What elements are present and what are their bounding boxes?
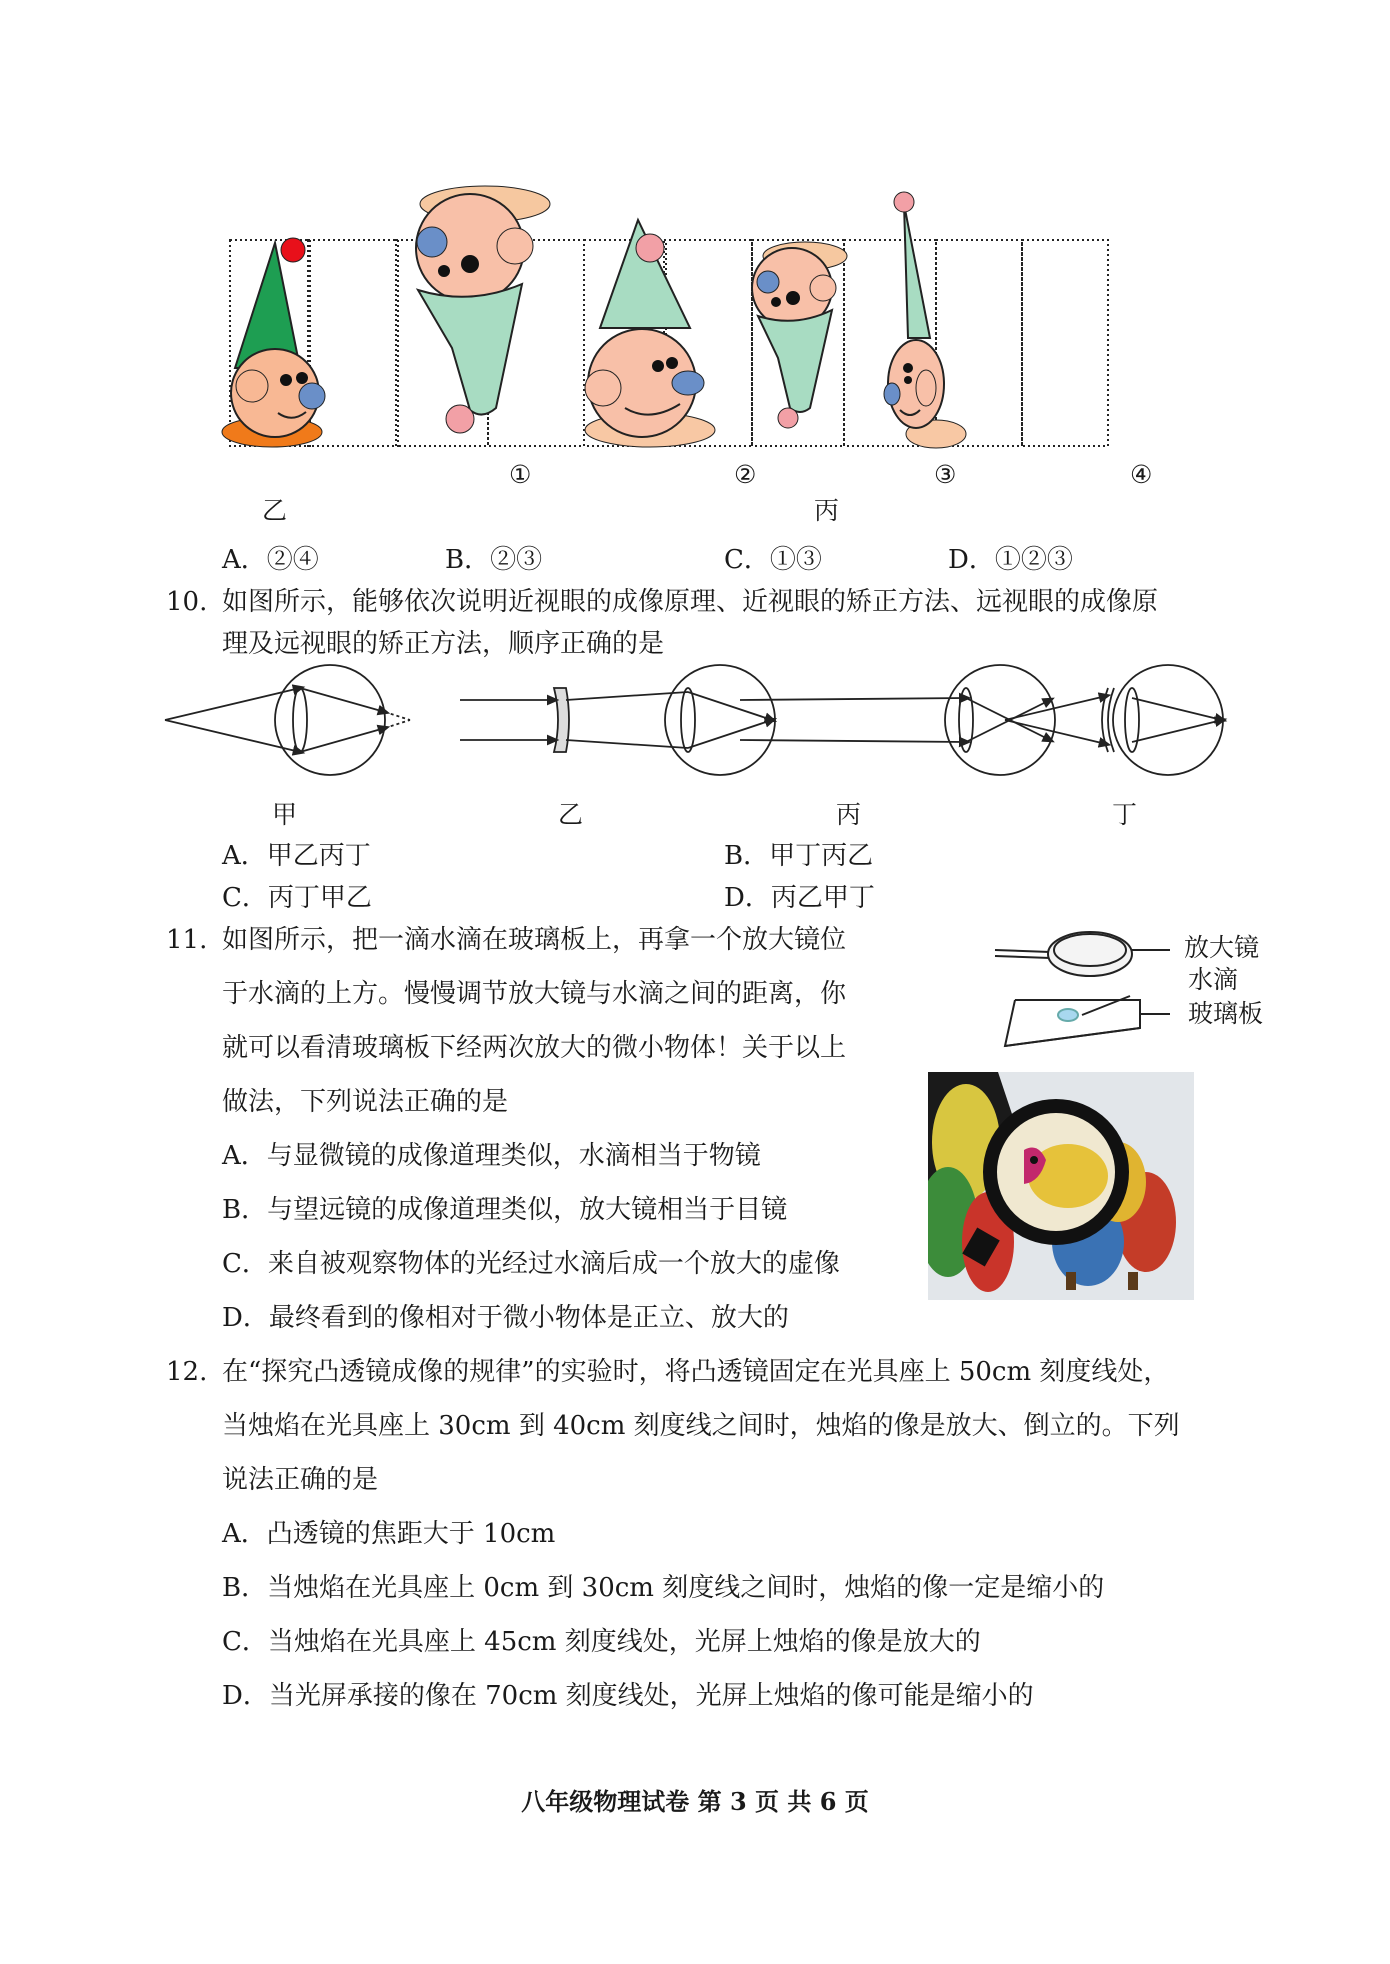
caption-bing: 丙 [814, 496, 840, 525]
label-water-drop: 水滴 [1188, 965, 1239, 994]
q10-option-a: A．甲乙丙丁 [222, 841, 371, 871]
q9-option-b: B．②③ [445, 545, 543, 575]
q12-stem-line1: 在“探究凸透镜成像的规律”的实验时，将凸透镜固定在光具座上 50cm 刻度线处， [222, 1357, 1170, 1387]
eye-label-ding: 丁 [1112, 800, 1138, 829]
clown-panel-3 [752, 242, 847, 428]
q11-number: 11. [166, 925, 208, 955]
eye-diagram-ding [1000, 660, 1240, 792]
label-glass-plate: 玻璃板 [1188, 999, 1264, 1028]
q9-option-a: A．②④ [222, 545, 319, 575]
eye-label-jia: 甲 [272, 800, 298, 829]
clown-panel-4 [884, 192, 966, 448]
q12-number: 12. [166, 1357, 208, 1387]
q11-stem-line3: 就可以看清玻璃板下经两次放大的微小物体！关于以上 [222, 1033, 847, 1063]
clown-panel-1 [416, 186, 550, 433]
eye-label-bing: 丙 [836, 800, 862, 829]
q10-option-b: B．甲丁丙乙 [724, 841, 874, 871]
q12-option-c: C．当烛焰在光具座上 45cm 刻度线处，光屏上烛焰的像是放大的 [222, 1627, 981, 1657]
q9-option-d: D．①②③ [948, 545, 1073, 575]
q12-option-b: B．当烛焰在光具座上 0cm 到 30cm 刻度线之间时，烛焰的像一定是缩小的 [222, 1573, 1105, 1603]
q12-option-d: D．当光屏承接的像在 70cm 刻度线处，光屏上烛焰的像可能是缩小的 [222, 1681, 1034, 1711]
panel-label-3: ③ [934, 460, 957, 489]
clown-yi [222, 238, 325, 447]
q12-stem-line2: 当烛焰在光具座上 30cm 到 40cm 刻度线之间时，烛焰的像是放大、倒立的。下列 [222, 1411, 1180, 1441]
q11-stem-line1: 如图所示，把一滴水滴在玻璃板上，再拿一个放大镜位 [222, 925, 847, 955]
q11-option-d: D．最终看到的像相对于微小物体是正立、放大的 [222, 1303, 789, 1333]
q10-stem-line1: 如图所示，能够依次说明近视眼的成像原理、近视眼的矫正方法、远视眼的成像原 [222, 587, 1159, 617]
magnifier-photo [928, 1072, 1194, 1300]
clown-figure [220, 178, 1230, 458]
caption-yi: 乙 [262, 496, 288, 525]
eye-label-yi: 乙 [558, 800, 584, 829]
q11-option-b: B．与望远镜的成像道理类似，放大镜相当于目镜 [222, 1195, 788, 1225]
q11-option-c: C．来自被观察物体的光经过水滴后成一个放大的虚像 [222, 1249, 840, 1279]
panel-label-4: ④ [1130, 460, 1153, 489]
label-magnifier: 放大镜 [1184, 933, 1260, 962]
q11-stem-line4: 做法，下列说法正确的是 [222, 1087, 509, 1117]
magnifier-setup-diagram [990, 910, 1170, 1060]
panel-label-2: ② [734, 460, 757, 489]
clown-panel-2 [585, 220, 715, 447]
q11-stem-line2: 于水滴的上方。慢慢调节放大镜与水滴之间的距离，你 [222, 979, 847, 1009]
q12-stem-line3: 说法正确的是 [222, 1465, 379, 1495]
page-footer: 八年级物理试卷 第 3 页 共 6 页 [521, 1787, 869, 1816]
q10-option-c: C．丙丁甲乙 [222, 883, 372, 913]
q9-option-c: C．①③ [724, 545, 822, 575]
q11-option-a: A．与显微镜的成像道理类似，水滴相当于物镜 [222, 1141, 761, 1171]
panel-label-1: ① [509, 460, 532, 489]
q10-stem-line2: 理及远视眼的矫正方法，顺序正确的是 [222, 629, 665, 659]
q10-option-d: D．丙乙甲丁 [724, 883, 875, 913]
q10-number: 10. [166, 587, 208, 617]
q12-option-a: A．凸透镜的焦距大于 10cm [222, 1519, 556, 1549]
